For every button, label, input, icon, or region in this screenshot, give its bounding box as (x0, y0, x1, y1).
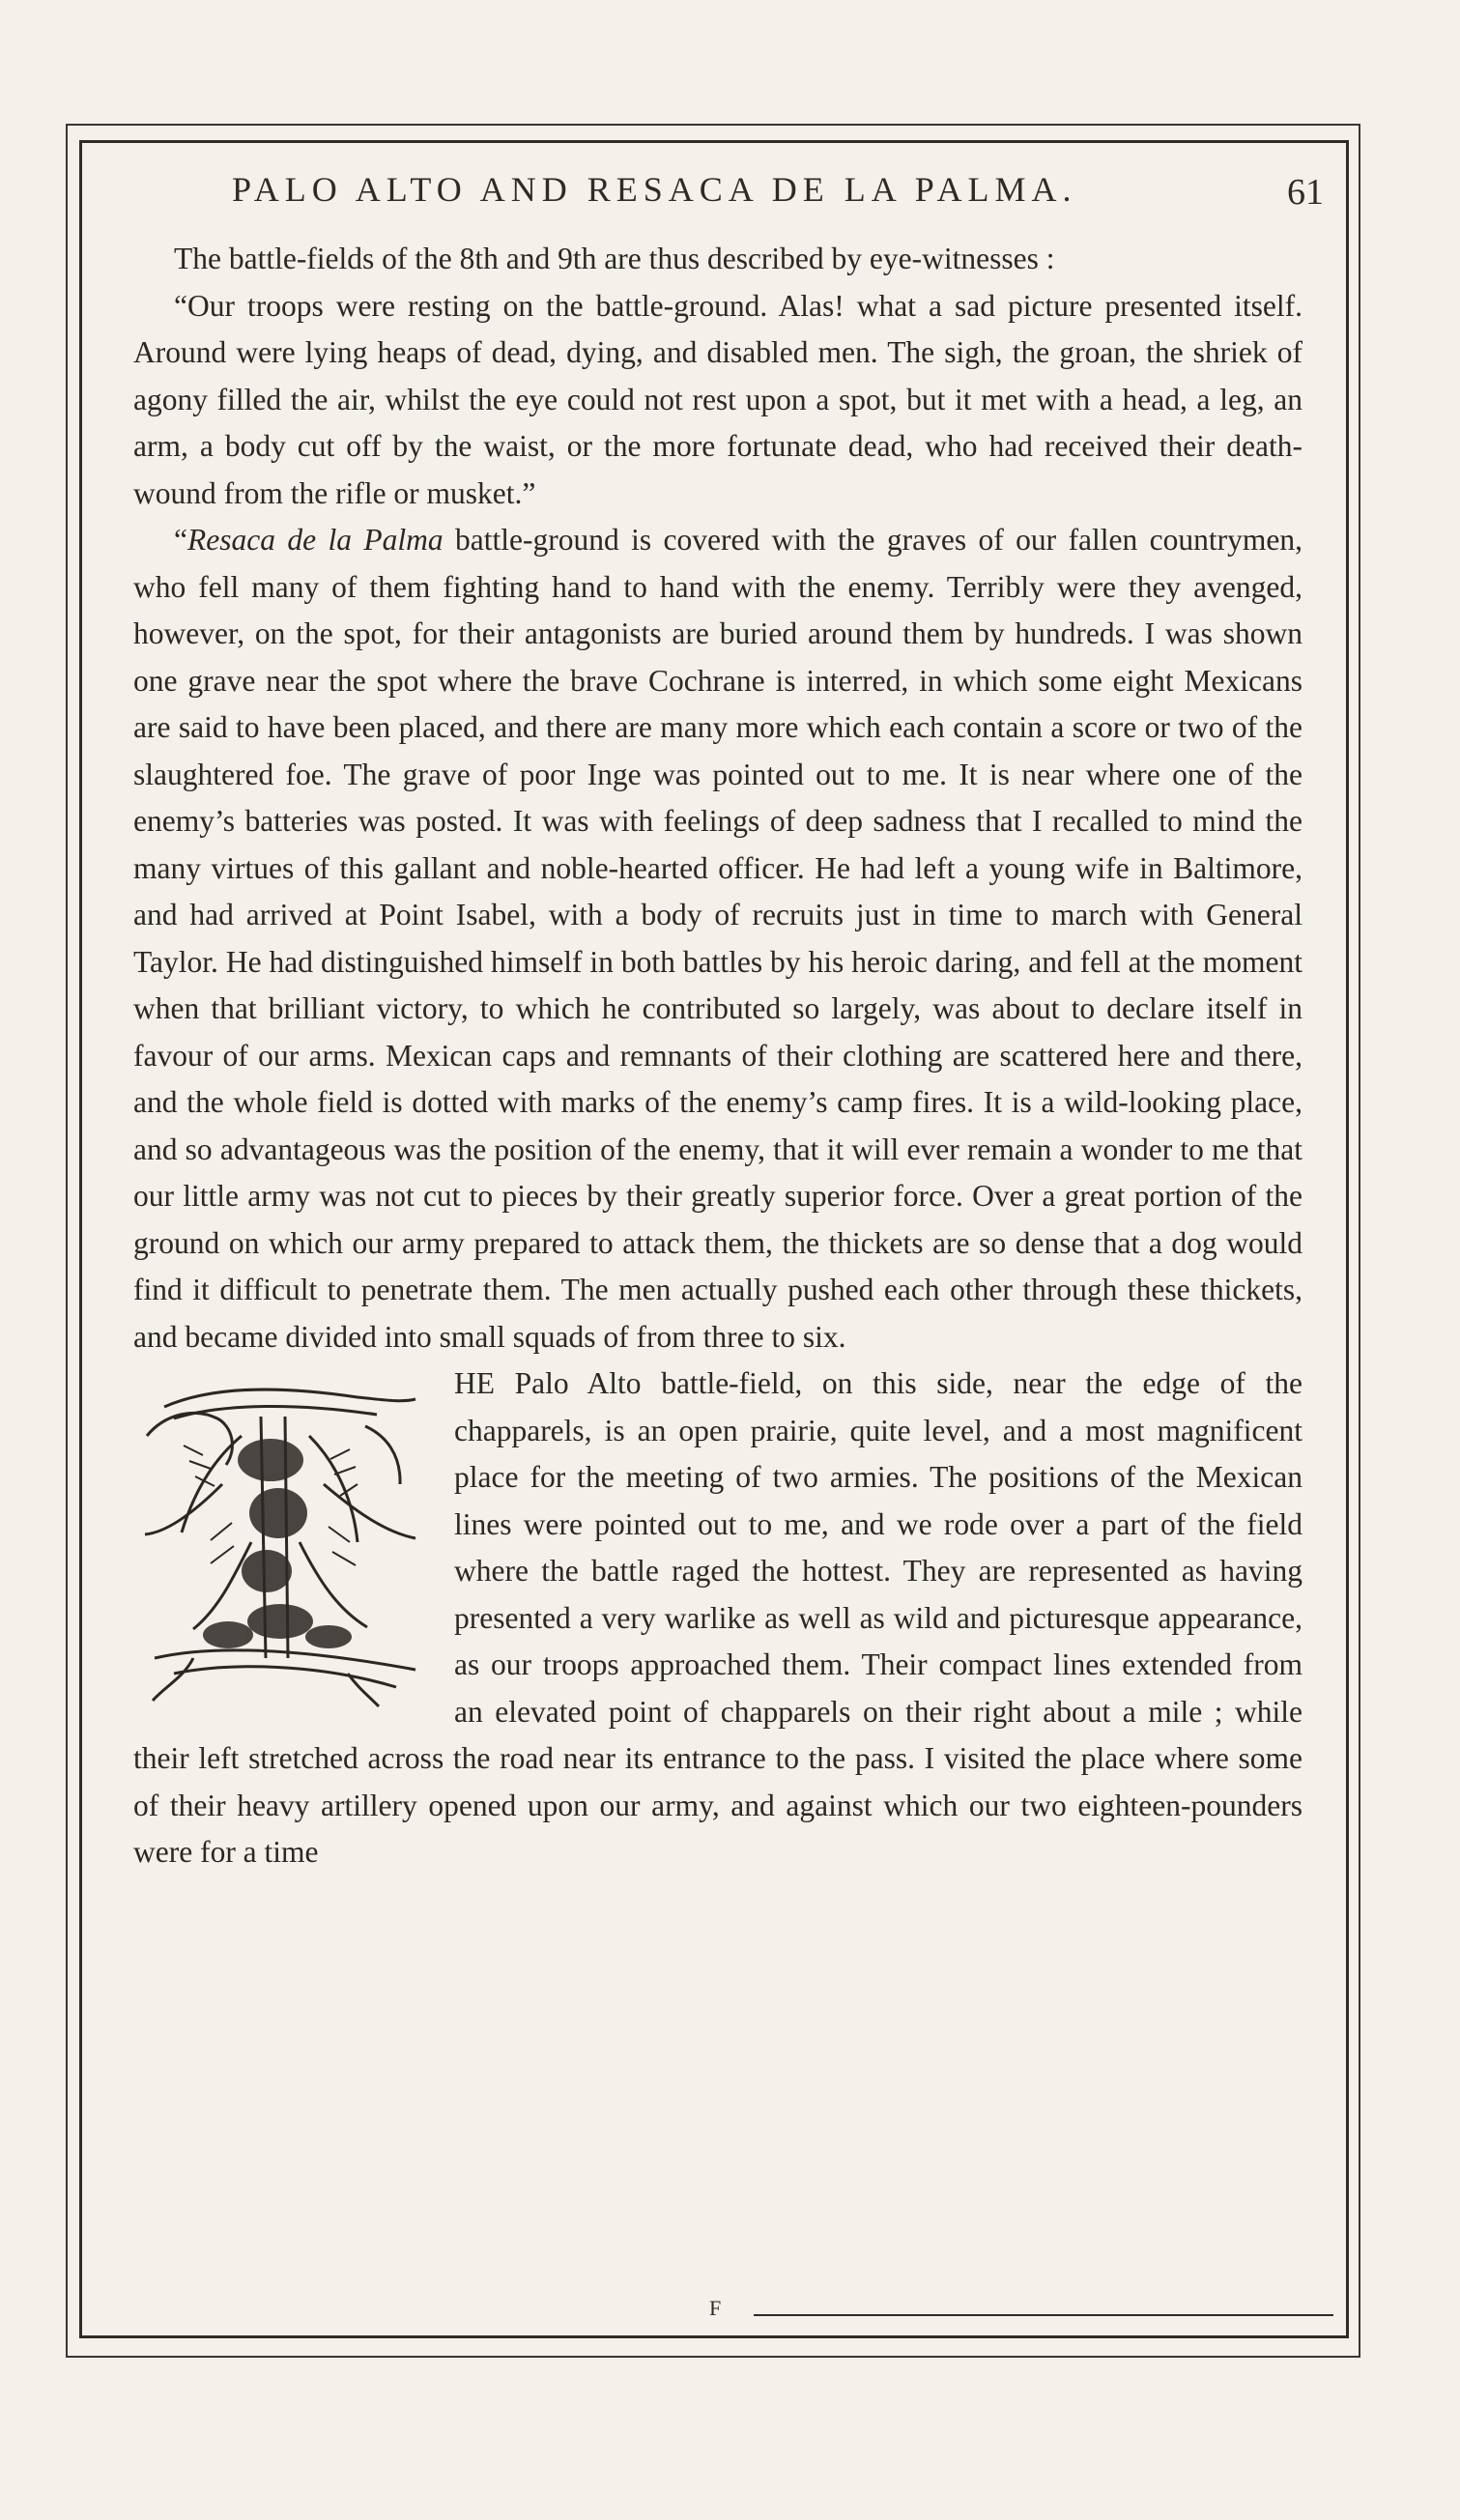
running-head: PALO ALTO AND RESACA DE LA PALMA. (232, 170, 1077, 209)
signature-mark: F (709, 2296, 722, 2320)
paragraph-text: HE Palo Alto battle-field, on this side, near the edge of the chapparels, is an open prairie, quite level, and a most magnificent place for the meeting of two armies. The positions of the Mexican lines were pointed out to me, and we rode over a part of the field where the battle raged the hottest. They are represented as having presented a very warlike as well as wild and picturesque appearance, as our troops approached them. Their compact lines extended from an elevated point of chapparels on their right about a mile ; while their left stretched across the road near its entrance to the pass. I visited the place where some of their heavy artillery opened upon our army, and against which our two eighteen-pounders were for a time (133, 1366, 1303, 1869)
paragraph (133, 517, 1303, 1360)
page-header (232, 169, 1324, 217)
page-number: 61 (1287, 172, 1324, 213)
paragraph-text: battle-ground is covered with the graves of our fallen countrymen, who fell many of them fighting hand to hand with the enemy. Terribly were they avenged, however, on the spot, for their antagonists are buried around them by hundreds. I was shown one grave near the spot where the brave Cochrane is interred, in which some eight Mexicans are said to have been placed, and there are many more which each contain a score or two of the slaughtered foe. The grave of poor Inge was pointed out to me. It is near where one of the enemy’s batteries was posted. It was with feelings of deep sadness that I recalled to mind the many virtues of this gallant and noble-hearted officer. He had left a young wife in Baltimore, and had arrived at Point Isabel, with a body of recruits just in time to march with General Taylor. He had distinguished himself in both battles by his heroic daring, and fell at the moment when that brilliant victory, to which he contributed so largely, was about to declare itself in favour of our arms. Mexican caps and remnants of their clothing are scattered here and there, and the whole field is dotted with marks of the enemy’s camp fires. It is a wild-looking place, and so advantageous was the position of the enemy, that it will ever remain a wonder to me that our little army was not cut to pieces by their greatly superior force. Over a great portion of the ground on which our army prepared to attack them, the thickets are so dense that a dog would find it difficult to penetrate them. The men actually pushed each other through these thickets, and became divided into small squads of from three to six. (133, 523, 1303, 1354)
decorative-initial-t-icon (126, 1368, 437, 1708)
opening-quote: “ (174, 523, 187, 557)
bottom-rule (754, 2314, 1333, 2316)
body-text (133, 236, 1303, 1876)
italic-place-name: Resaca de la Palma (186, 523, 444, 557)
paragraph: “Our troops were resting on the battle-ground. Alas! what a sad picture presented itself. Around were lying heaps of dead, dying, and disabled men. The sigh, the groan, the shriek of agony filled the air, whilst the eye could not rest upon a spot, but it met with a head, a leg, an arm, a body cut off by the waist, or the more fortunate dead, who had received their death-wound from the rifle or musket.” (133, 288, 1303, 510)
illustrated-paragraph (133, 1360, 1303, 1876)
paragraph: The battle-fields of the 8th and 9th are thus described by eye-witnesses : (174, 242, 1055, 275)
